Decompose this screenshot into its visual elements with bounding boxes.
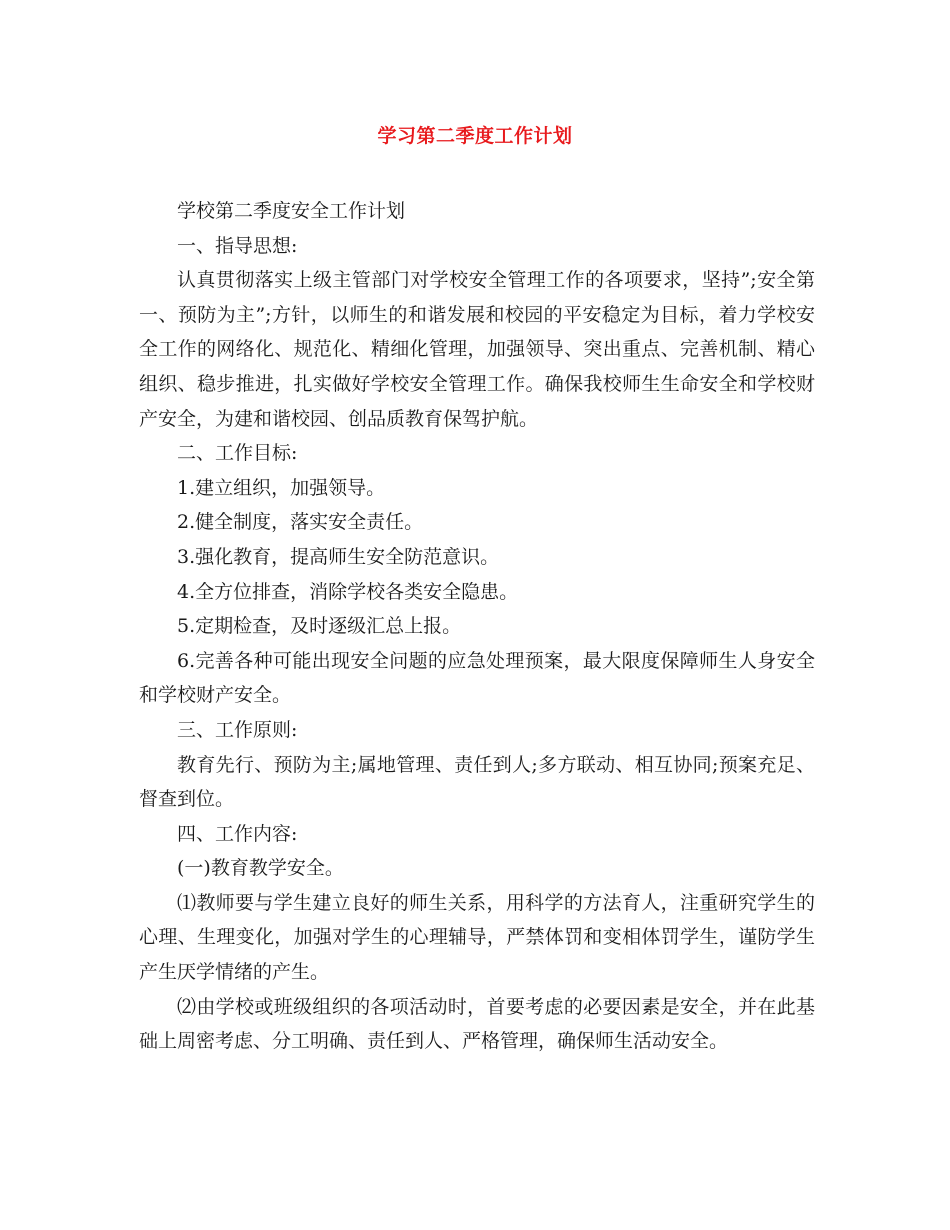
goal-item-4: 4.全方位排查，消除学校各类安全隐患。 — [177, 580, 519, 603]
goal-item-1: 1.建立组织，加强领导。 — [177, 476, 386, 499]
document-title: 学习第二季度工作计划 — [377, 125, 573, 147]
content-item-1: ⑴教师要与学生建立良好的师生关系，用科学的方法育人，注重研究学生的心理、生理变化，加强对学生的心理辅导，严禁体罚和变相体罚学生，谨防学生产生厌学情绪的产生。 — [139, 891, 815, 984]
paragraph-subtitle: 学校第二季度安全工作计划 — [177, 200, 406, 222]
subsection-heading-teaching-safety: (一)教育教学安全。 — [177, 857, 344, 880]
document-body — [139, 194, 815, 1059]
paragraph-guiding-ideology: 认真贯彻落实上级主管部门对学校安全管理工作的各项要求，坚持”;安全第一、预防为主”;方针，以师生的和谐发展和校园的平安稳定为目标，着力学校安全工作的网络化、规范化、精细化管理，加强领导、突出重点、完善机制、精心组织、稳步推进，扎实做好学校安全管理工作。确保我校师生生命安全和学校财产安全，为建和谐校园、创品质教育保驾护航。 — [139, 269, 815, 430]
content-item-2: ⑵由学校或班级组织的各项活动时，首要考虑的必要因素是安全，并在此基础上周密考虑、分工明确、责任到人、严格管理，确保师生活动安全。 — [139, 995, 815, 1053]
section-heading-work-goals: 二、工作目标: — [177, 442, 298, 465]
goal-item-5: 5.定期检查，及时逐级汇总上报。 — [177, 615, 462, 638]
goal-item-6: 6.完善各种可能出现安全问题的应急处理预案，最大限度保障师生人身安全和学校财产安全。 — [139, 649, 815, 707]
goal-item-3: 3.强化教育，提高师生安全防范意识。 — [177, 545, 500, 568]
section-heading-work-principles: 三、工作原则: — [177, 718, 298, 741]
section-heading-work-content: 四、工作内容: — [177, 822, 298, 845]
paragraph-work-principles: 教育先行、预防为主;属地管理、责任到人;多方联动、相互协同;预案充足、督查到位。 — [139, 753, 815, 811]
goal-item-2: 2.健全制度，落实安全责任。 — [177, 511, 424, 534]
section-heading-guiding-ideology: 一、指导思想: — [177, 234, 298, 257]
